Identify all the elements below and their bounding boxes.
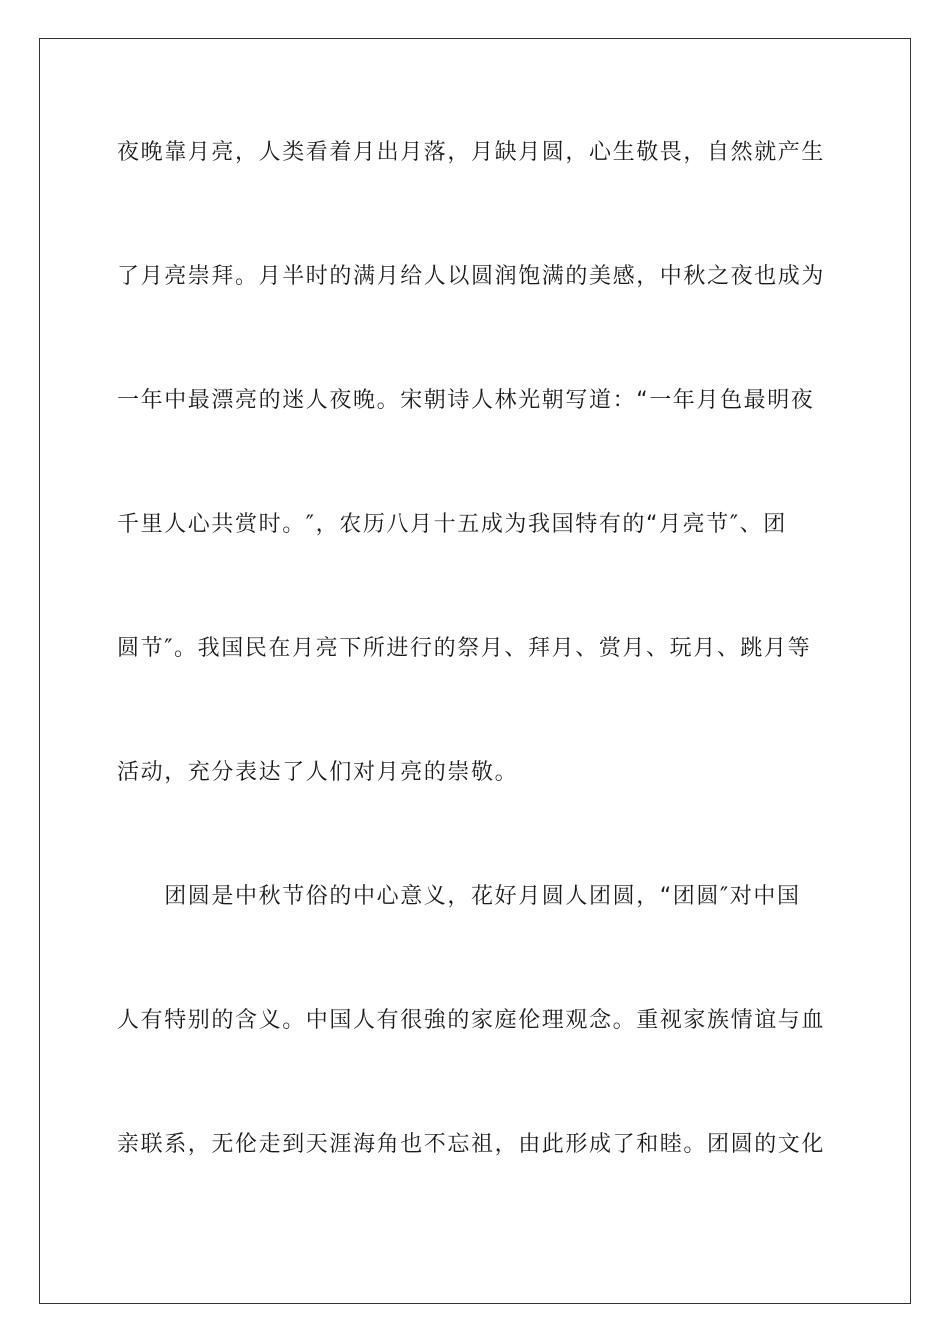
text-line-2: 了月亮崇拜。月半时的满月给人以圆润饱满的美感，中秋之夜也成为 <box>117 264 826 289</box>
text-line-9: 亲联系，无伦走到天涯海角也不忘祖，由此形成了和睦。团圆的文化 <box>117 1132 826 1157</box>
page-border <box>39 38 911 1304</box>
text-line-4: 千里人心共赏时。″，农历八月十五成为我国特有的“月亮节″、团 <box>117 512 787 537</box>
text-line-6: 活动，充分表达了人们对月亮的崇敬。 <box>117 760 519 785</box>
text-line-3: 一年中最漂亮的迷人夜晚。宋朝诗人林光朝写道：“一年月色最明夜 <box>117 388 815 413</box>
text-line-7: 团圆是中秋节俗的中心意义，花好月圆人团圆，“团圆″对中国 <box>117 884 801 909</box>
text-line-1: 夜晚靠月亮，人类看着月出月落，月缺月圆，心生敬畏，自然就产生 <box>117 140 826 165</box>
text-line-5: 圆节″。我国民在月亮下所进行的祭月、拜月、赏月、玩月、跳月等 <box>117 636 812 661</box>
text-line-8: 人有特别的含义。中国人有很強的家庭伦理观念。重视家族情谊与血 <box>117 1008 826 1033</box>
